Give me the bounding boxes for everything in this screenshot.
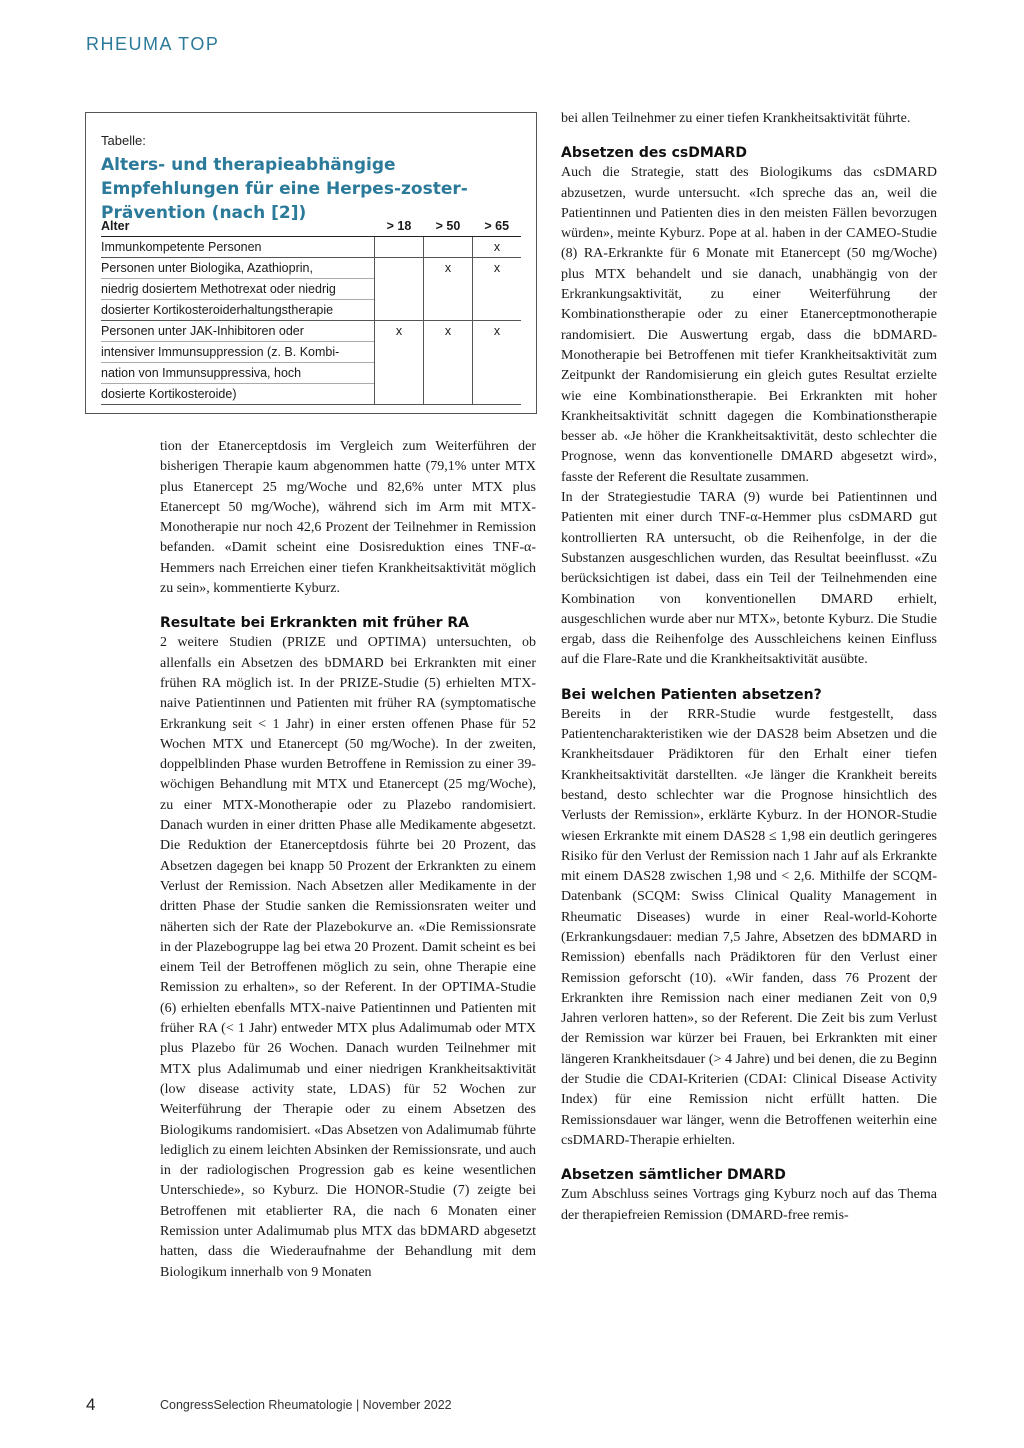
mark-cell: x	[424, 258, 473, 321]
text-column-left	[160, 437, 536, 1283]
row-label-line: dosierte Kortikosteroide)	[101, 383, 374, 404]
text-column-right	[561, 109, 937, 1226]
row-label	[101, 321, 375, 405]
page-number: 4	[86, 1395, 96, 1414]
footer-publication: CongressSelection Rheumatologie | November 2022	[160, 1398, 452, 1412]
paragraph: Auch die Strategie, statt des Biologikums das csDMARD abzusetzen, wurde untersucht. «Ich spreche das an, weil die Patientinnen und Patienten dies in den meisten Fällen bevorzugen würden», meinte Kyburz. Pope at al. haben in der CAMEO-Studie (8) RA-Erkrankte für 6 Monate mit Etanercept (50 mg/Woche) plus MTX behandelt und sie danach, unabhängig von der Erkrankungsaktivität, zu einer Weiterführung der Kombinationstherapie oder zu einer Etanerceptmonotherapie randomisiert. Die Auswertung ergab, dass die bDMARD-Monotherapie bei Betroffenen mit tiefer Krankheitsaktivität zum Zeitpunkt der Randomisierung ein gleich gutes Resultat erzielte wie eine Kombinationstherapie. Bei Erkrankten mit hoher Krankheitsaktivität schnitt dagegen die Kombinationstherapie besser ab. «Je höher die Krankheitsaktivität, desto schlechter die Prognose, wenn das konventionelle DMARD abgesetzt wird», fasste der Referent die Resultate zusammen.	[561, 165, 937, 485]
section-heading: Resultate bei Erkrankten mit früher RA	[160, 615, 469, 632]
paragraph: bei allen Teilnehmer zu einer tiefen Krankheitsaktivität führte.	[561, 111, 911, 126]
paragraph: Bereits in der RRR-Studie wurde festgestellt, dass Patientencharakteristiken wie der DAS28 beim Absetzen und die Krankheitsdauer Prädiktoren für den Erhalt einer tiefen Krankheitsaktivität darstellten. «Je länger die Krankheit bereits bestand, desto schlechter war die Prognose hinsichtlich des Verlusts der Remission», erklärte Kyburz. In der HONOR-Studie wiesen Erkrankte mit einem DAS28 ≤ 1,98 ein deutlich geringeres Risiko für den Verlust der Remission nach 1 Jahr auf als Erkrankte mit einem DAS28 zwischen 1,98 und < 2,6. Mithilfe der SCQM-Datenbank (SCQM: Swiss Clinical Quality Management in Rheumatic Diseases) wurde in einer Real-world-Kohorte (Erkrankungsdauer: median 7,5 Jahre, Absetzen des bDMARD in Remission) ebenfalls nach Prädiktoren für den Verlust einer Remission geforscht (10). «Wir fanden, dass 76 Prozent der Erkrankten ihre Remission nach einer medianen Zeit von 0,9 Jahren verloren hatten», so der Referent. Die Zeit bis zum Verlust der Remission war kürzer bei Frauen, bei Erkrankten mit einer längeren Krankheitsdauer (> 4 Jahre) und bei denen, die zu Beginn der Studie die CDAI-Kriterien (CDAI: Clinical Disease Activity Index) für eine Remission nicht erfüllt hatten. Die Remissionsdauer war länger, wenn die Betroffenen weiterhin eine csDMARD-Therapie erhielten.	[561, 706, 937, 1148]
row-label-line: intensiver Immunsuppression (z. B. Kombi-	[101, 341, 374, 362]
recommendation-table	[101, 216, 521, 405]
mark-cell: x	[473, 258, 522, 321]
mark-cell	[375, 258, 424, 321]
section-heading: Absetzen des csDMARD	[561, 145, 748, 162]
paragraph: Zum Abschluss seines Vortrags ging Kyburz noch auf das Thema der therapiefreien Remission (DMARD-free remis-	[561, 1187, 937, 1223]
row-label-line: Personen unter Biologika, Azathioprin,	[101, 261, 313, 275]
paragraph: 2 weitere Studien (PRIZE und OPTIMA) untersuchten, ob allenfalls ein Absetzen des bDMARD bei Erkrankten mit einer frühen RA möglich ist. In der PRIZE-Studie (5) erhielten MTX-naive Patientinnen und Patienten mit früher RA (symptomatische Erkrankung seit < 1 Jahr) in einer ersten offenen Phase für 52 Wochen MTX und Etanercept (50 mg/Woche). In der zweiten, doppelblinden Phase wurden Betroffene in Remission zu einer 39-wöchigen Behandlung mit MTX und Etanercept (25 mg/Woche), zu einer MTX-Monotherapie oder zu Plazebo randomisiert. Danach wurden in einer dritten Phase alle Medikamente abgesetzt. Die Reduktion der Etanerceptdosis führte bei 20 Prozent, das Absetzen dagegen bei knapp 50 Prozent der Erkrankten zu einem Verlust der Remission. Nach Absetzen aller Medikamente in der dritten Phase der Studie sanken die Remissionsraten weiter und näherten sich der Rate der Plazebokurve an. «Die Remissionsrate in der Plazebogruppe lag bei etwa 20 Prozent. Damit scheint es bei einem Teil der Betroffenen möglich zu sein, ohne Therapie eine Remission zu erhalten», so der Referent. In der OPTIMA-Studie (6) erhielten ebenfalls MTX-naive Patientinnen und Patienten mit früher RA (< 1 Jahr) entweder MTX plus Adalimumab oder MTX plus Plazebo für 26 Wochen. Danach wurden Teilnehmer mit MTX plus Adalimumab und einer niedrigen Krankheitsaktivität (low disease activity state, LDAS) für 52 Wochen zur Weiterführung der Therapie oder zu einem Absetzen des Biologikums randomisiert. «Das Absetzen von Adalimumab führte lediglich zu einem leichten Absinken der Remissionsrate, und auch in der radiologischen Progression gab es keine wesentlichen Unterschiede», so Kyburz. Die HONOR-Studie (7) zeigte bei Betroffenen mit etablierter RA, die nach 6 Monaten einer Remission unter Adalimumab plus MTX das bDMARD abgesetzt hatten, dass die Wiederaufnahme der Behandlung mit dem Biologikum innerhalb von 9 Monaten	[160, 635, 536, 1280]
column-header-age: Alter	[101, 216, 375, 237]
mark-cell	[424, 237, 473, 258]
row-label-line: dosierter Kortikosteroiderhaltungstherapie	[101, 299, 374, 320]
paragraph: tion der Etanerceptdosis im Vergleich zum Weiterführen der bisherigen Therapie kaum abgenommen hatte (79,1% unter MTX plus Etanercept 25 mg/Woche und 82,6% unter MTX plus Etanercept 50 mg/Woche), während sich im Arm mit MTX-Monotherapie nur noch 42,6 Prozent der Teilnehmer in Remission befanden. «Damit scheint eine Dosisreduktion eines TNF-α-Hemmers nach Erreichen einer tiefen Krankheitsaktivität möglich zu sein», kommentierte Kyburz.	[160, 439, 536, 597]
row-label-line: niedrig dosiertem Methotrexat oder niedrig	[101, 278, 374, 299]
row-label-line: Personen unter JAK-Inhibitoren oder	[101, 324, 304, 338]
row-label-line: Immunkompetente Personen	[101, 240, 262, 254]
mark-cell: x	[424, 321, 473, 405]
row-label	[101, 237, 375, 258]
row-label	[101, 258, 375, 321]
mark-cell: x	[375, 321, 424, 405]
section-heading: Bei welchen Patienten absetzen?	[561, 686, 822, 703]
table-row	[101, 237, 521, 258]
table-caption: Tabelle:	[101, 133, 146, 148]
paragraph: In der Strategiestudie TARA (9) wurde bei Patientinnen und Patienten mit einer durch TNF-α-Hemmer plus csDMARD gut kontrollierten RA untersucht, ob die Reihenfolge, in der die Substanzen ausgeschlichen wurden, das Resultat beeinflusst. «Zu berücksichtigen ist dabei, dass ein Teil der Teilnehmenden eine Kombination von konventionellen DMARD erhielt, ausgeschlichen wurde aber nur MTX», betonte Kyburz. Die Studie ergab, dass die Reihenfolge des Ausschleichens keinen Einfluss auf die Flare-Rate und die Krankheitsaktivität ausübte.	[561, 490, 937, 668]
section-heading: Absetzen sämtlicher DMARD	[561, 1167, 786, 1184]
mark-cell: x	[473, 321, 522, 405]
row-label-line: nation von Immunsuppressiva, hoch	[101, 362, 374, 383]
table-row	[101, 321, 521, 405]
table-title: Alters- und therapieabhängige Empfehlungen für eine Herpes-zoster-Prävention (nach [2])	[101, 155, 468, 223]
column-header-50: > 50	[424, 216, 473, 237]
mark-cell: x	[473, 237, 522, 258]
table-header-row	[101, 216, 521, 237]
column-header-65: > 65	[473, 216, 522, 237]
column-header-18: > 18	[375, 216, 424, 237]
running-header: RHEUMA TOP	[86, 34, 220, 54]
table-row	[101, 258, 521, 321]
mark-cell	[375, 237, 424, 258]
table-box	[85, 112, 537, 414]
